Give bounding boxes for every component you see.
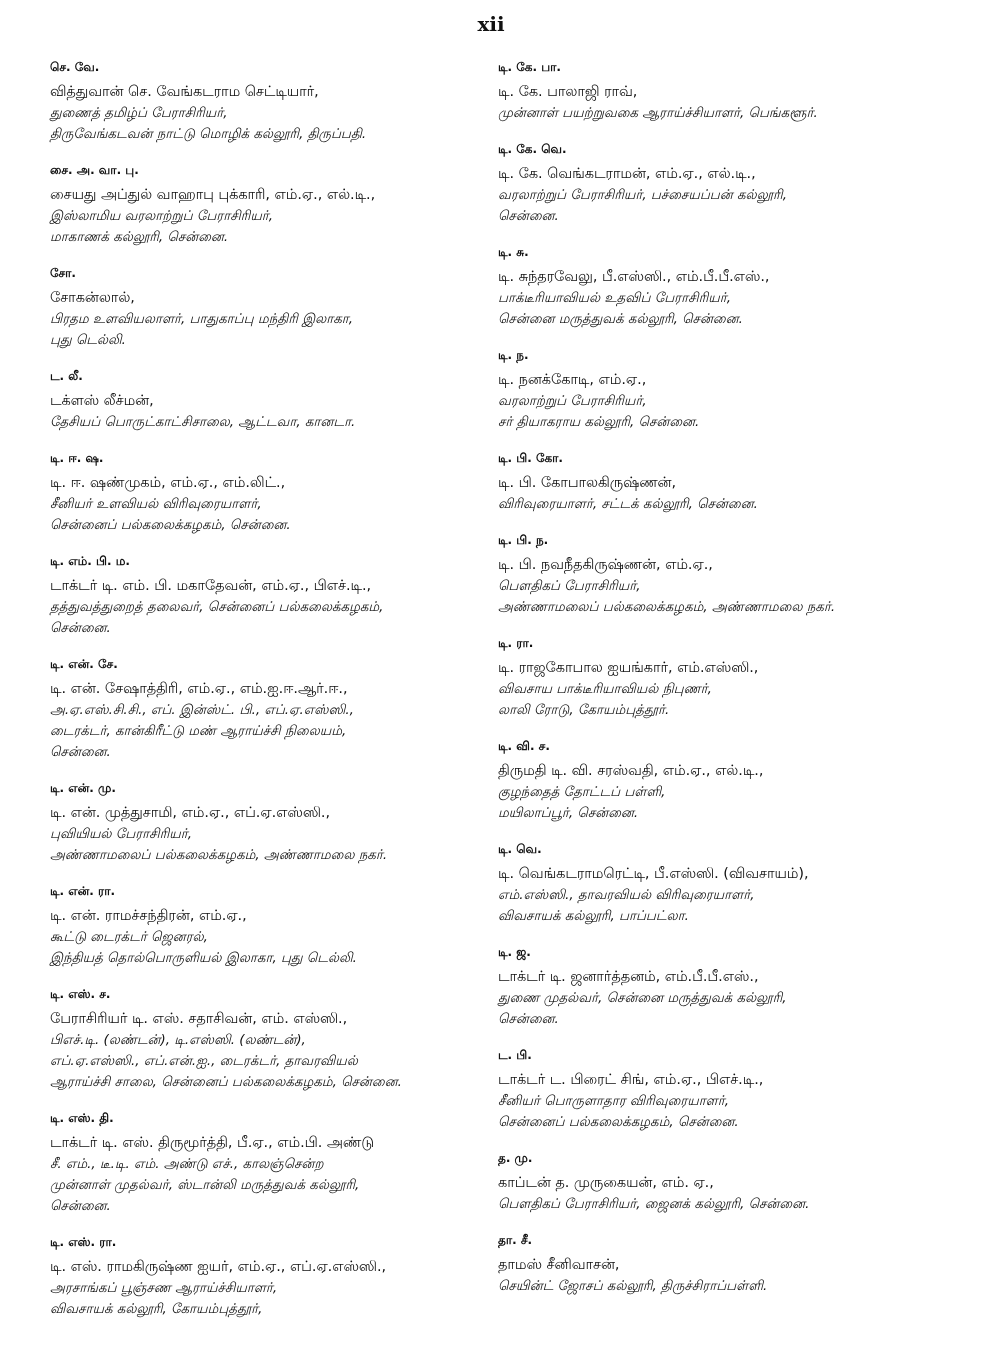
contributor-detail-line: அண்ணாமலைப் பல்கலைக்கழகம், அண்ணாமலை நகர். [498, 600, 836, 615]
contributor-detail-line: விவசாயக் கல்லூரி, கோயம்புத்தூர், [50, 1302, 263, 1317]
contributor-detail-line: சென்னை. [498, 209, 559, 224]
contributor-detail-line: புவியியல் பேராசிரியர், [50, 827, 193, 842]
contributor-detail-line: முன்னாள் முதல்வர், ஸ்டான்லி மருத்துவக் கல்லூரி, [50, 1178, 360, 1193]
contributor-detail-line: சென்னைப் பல்கலைக்கழகம், சென்னை. [498, 1115, 739, 1130]
contributor-detail-line: ஆராய்ச்சி சாலை, சென்னைப் பல்கலைக்கழகம், சென்னை. [50, 1075, 402, 1090]
contributor-detail-line: இந்தியத் தொல்பொருளியல் இலாகா, புது டெல்லி. [50, 951, 357, 966]
contributor-detail-line: மாகாணக் கல்லூரி, சென்னை. [50, 230, 229, 245]
contributor-entry [498, 943, 938, 1030]
contributor-abbreviation: டி. எஸ். ச. [50, 987, 111, 1001]
contributor-detail-line: முன்னாள் பயற்றுவகை ஆராய்ச்சியாளர், பெங்களூர். [498, 106, 818, 121]
contributor-abbreviation: டி. கே. வெ. [498, 142, 567, 156]
contributor-abbreviation: டி. எம். பி. ம. [50, 554, 130, 568]
contributor-detail-line: டைரக்டர், கான்கிரீட்டு மண் ஆராய்ச்சி நிலையம், [50, 724, 347, 739]
contributor-entry [498, 737, 938, 824]
contributor-detail-line: பௌதிகப் பேராசிரியர், ஜைனக் கல்லூரி, சென்னை. [498, 1197, 810, 1212]
contributor-detail-line: எப்.ஏ.எஸ்ஸி., எப்.என்.ஐ., டைரக்டர், தாவரவியல் [50, 1054, 358, 1069]
contributor-name: தாமஸ் சீனிவாசன், [498, 1257, 620, 1273]
contributor-detail-line: குழந்தைத் தோட்டப் பள்ளி, [498, 785, 666, 800]
contributor-name: திருமதி டி. வி. சரஸ்வதி, எம்.ஏ., எல்.டி., [498, 763, 764, 779]
contributor-entry [50, 264, 490, 351]
contributor-detail-line: மயிலாப்பூர், சென்னை. [498, 806, 639, 821]
contributor-name: டி. என். ராமச்சந்திரன், எம்.ஏ., [50, 908, 247, 924]
contributor-entry [498, 1149, 938, 1215]
contributor-entry [498, 449, 938, 515]
contributor-detail-line: கூட்டு டைரக்டர் ஜெனரல், [50, 930, 208, 945]
contributor-detail-line: புது டெல்லி. [50, 333, 126, 348]
contributor-abbreviation: டி. வெ. [498, 842, 542, 856]
contributor-entry [50, 449, 490, 536]
contributor-abbreviation: டி. வி. ச. [498, 739, 550, 753]
contributor-detail-line: லாலி ரோடு, கோயம்புத்தூர். [498, 703, 670, 718]
contributor-detail-line: இஸ்லாமிய வரலாற்றுப் பேராசிரியர், [50, 209, 274, 224]
contributor-abbreviation: சோ. [50, 266, 76, 280]
contributor-entry [498, 140, 938, 227]
contributor-name: டி. எஸ். ராமகிருஷ்ண ஐயர், எம்.ஏ., எப்.ஏ.எஸ்ஸி., [50, 1259, 387, 1275]
contributor-detail-line: பாக்டீரியாவியல் உதவிப் பேராசிரியர், [498, 291, 731, 306]
contributor-name: டி. சுந்தரவேலு, பீ.எஸ்ஸி., எம்.பீ.பீ.எஸ்., [498, 269, 770, 285]
contributor-abbreviation: சை. அ. வா. பு. [50, 163, 139, 177]
contributor-abbreviation: டி. ஜ. [498, 945, 531, 959]
contributor-abbreviation: டி. ஈ. ஷ. [50, 451, 104, 465]
contributor-abbreviation: டி. என். மு. [50, 781, 116, 795]
contributor-entry [498, 346, 938, 433]
contributor-detail-line: பௌதிகப் பேராசிரியர், [498, 579, 641, 594]
contributor-detail-line: துணை முதல்வர், சென்னை மருத்துவக் கல்லூரி, [498, 991, 787, 1006]
contributor-detail-line: விவசாயக் கல்லூரி, பாப்பட்லா. [498, 909, 689, 924]
contributor-abbreviation: டி. பி. கோ. [498, 451, 563, 465]
contributor-name: டி. வெங்கடராமரெட்டி, பீ.எஸ்ஸி. (விவசாயம்), [498, 866, 809, 882]
contributor-abbreviation: செ. வே. [50, 60, 100, 74]
contributor-detail-line: செயின்ட் ஜோசப் கல்லூரி, திருச்சிராப்பள்ளி. [498, 1279, 768, 1294]
contributor-entry [50, 655, 490, 763]
contributor-detail-line: அ.ஏ.எஸ்.சி.சி., எப். இன்ஸ்ட். பி., எப்.ஏ.எஸ்ஸி., [50, 703, 354, 718]
contributor-entry [498, 634, 938, 721]
contributor-detail-line: விவசாய பாக்டீரியாவியல் நிபுணர், [498, 682, 712, 697]
contributor-name: டாக்டர் டி. எம். பி. மகாதேவன், எம்.ஏ., பிஎச்.டி., [50, 578, 372, 594]
contributor-entry [50, 779, 490, 866]
contributor-name: டக்ளஸ் லீச்மன், [50, 393, 154, 409]
contributor-abbreviation: த. மு. [498, 1151, 533, 1165]
contributor-entry [50, 552, 490, 639]
contributor-detail-line: அரசாங்கப் பூஞ்சண ஆராய்ச்சியாளர், [50, 1281, 278, 1296]
contributor-detail-line: துணைத் தமிழ்ப் பேராசிரியர், [50, 106, 228, 121]
contributor-abbreviation: டி. எஸ். ரா. [50, 1235, 117, 1249]
contributor-detail-line: சீனியர் உளவியல் விரிவுரையாளர், [50, 497, 262, 512]
contributor-entry [50, 161, 490, 248]
contributor-entry [498, 1046, 938, 1133]
contributor-abbreviation: டி. என். ரா. [50, 884, 116, 898]
contributor-detail-line: சர் தியாகராய கல்லூரி, சென்னை. [498, 415, 700, 430]
contributor-name: டி. ஈ. ஷண்முகம், எம்.ஏ., எம்.லிட்., [50, 475, 286, 491]
contributor-abbreviation: டி. ரா. [498, 636, 534, 650]
contributor-abbreviation: டி. சு. [498, 245, 529, 259]
contributor-entry [50, 985, 490, 1093]
contributor-abbreviation: டி. என். சே. [50, 657, 118, 671]
contributor-detail-line: சென்னை. [50, 1199, 111, 1214]
contributor-detail-line: தேசியப் பொருட்காட்சிசாலை, ஆட்டவா, கானடா. [50, 415, 356, 430]
contributor-name: டாக்டர் டி. எஸ். திருமூர்த்தி, பீ.ஏ., எம்.பி. அண்டு [50, 1135, 375, 1151]
contributor-detail-line: சென்னை. [498, 1012, 559, 1027]
contributor-name: வித்துவான் செ. வேங்கடராம செட்டியார், [50, 84, 319, 100]
contributor-abbreviation: டி. பி. ந. [498, 533, 549, 547]
right-column [498, 58, 938, 1313]
contributor-name: காப்டன் த. முருகையன், எம். ஏ., [498, 1175, 714, 1191]
contributor-detail-line: சென்னைப் பல்கலைக்கழகம், சென்னை. [50, 518, 291, 533]
contributor-entry [498, 243, 938, 330]
contributor-detail-line: பிஎச்.டி. (லண்டன்), டி.எஸ்ஸி. (லண்டன்), [50, 1033, 306, 1048]
contributor-entry [50, 882, 490, 969]
contributor-name: டாக்டர் டி. ஜனார்த்தனம், எம்.பீ.பீ.எஸ்., [498, 969, 759, 985]
contributor-detail-line: சீனியர் பொருளாதார விரிவுரையாளர், [498, 1094, 730, 1109]
contributor-detail-line: சீ. எம்., டீ.டி. எம். அண்டு எச்., காலஞ்சென்ற [50, 1157, 324, 1172]
contributor-abbreviation: டி. எஸ். தி. [50, 1111, 114, 1125]
contributor-abbreviation: ட. பி. [498, 1048, 532, 1062]
contributor-abbreviation: ட. லீ. [50, 369, 83, 383]
page-number: xii [477, 12, 505, 36]
contributor-entry [50, 1109, 490, 1217]
contributor-entry [50, 367, 490, 433]
left-column [50, 58, 490, 1336]
contributor-detail-line: அண்ணாமலைப் பல்கலைக்கழகம், அண்ணாமலை நகர். [50, 848, 388, 863]
contributor-name: டி. ராஜகோபால ஐயங்கார், எம்.எஸ்ஸி., [498, 660, 759, 676]
contributor-abbreviation: டி. ந. [498, 348, 529, 362]
contributor-detail-line: விரிவுரையாளர், சட்டக் கல்லூரி, சென்னை. [498, 497, 758, 512]
contributor-entry [498, 531, 938, 618]
contributor-abbreviation: டி. கே. பா. [498, 60, 561, 74]
contributor-detail-line: சென்னை. [50, 621, 111, 636]
contributor-entry [498, 1231, 938, 1297]
contributor-name: டி. கே. வெங்கடராமன், எம்.ஏ., எல்.டி., [498, 166, 756, 182]
contributor-entry [498, 840, 938, 927]
contributor-detail-line: தத்துவத்துறைத் தலைவர், சென்னைப் பல்கலைக்கழகம், [50, 600, 384, 615]
contributor-detail-line: பிரதம உளவியலாளர், பாதுகாப்பு மந்திரி இலாகா, [50, 312, 354, 327]
contributor-entry [50, 1233, 490, 1320]
contributor-name: டி. நனக்கோடி, எம்.ஏ., [498, 372, 647, 388]
contributor-entry [498, 58, 938, 124]
contributor-name: டி. பி. நவநீதகிருஷ்ணன், எம்.ஏ., [498, 557, 713, 573]
contributor-detail-line: சென்னை மருத்துவக் கல்லூரி, சென்னை. [498, 312, 743, 327]
contributor-name: டி. கே. பாலாஜி ராவ், [498, 84, 638, 100]
contributor-detail-line: எம்.எஸ்ஸி., தாவரவியல் விரிவுரையாளர், [498, 888, 755, 903]
contributor-abbreviation: தா. சீ. [498, 1233, 533, 1247]
contributor-name: டி. என். சேஷாத்திரி, எம்.ஏ., எம்.ஐ.ஈ.ஆர்.ஈ., [50, 681, 348, 697]
contributor-name: டி. பி. கோபாலகிருஷ்ணன், [498, 475, 677, 491]
contributor-name: சோகன்லால், [50, 290, 135, 306]
contributor-name: சையது அப்துல் வாஹாபு புக்காரி, எம்.ஏ., எல்.டி., [50, 187, 376, 203]
contributor-detail-line: திருவேங்கடவன் நாட்டு மொழிக் கல்லூரி, திருப்பதி. [50, 127, 367, 142]
contributor-name: டாக்டர் ட. பிரைட் சிங், எம்.ஏ., பிஎச்.டி., [498, 1072, 764, 1088]
contributor-detail-line: வரலாற்றுப் பேராசிரியர், [498, 394, 647, 409]
contributor-detail-line: வரலாற்றுப் பேராசிரியர், பச்சையப்பன் கல்லூரி, [498, 188, 787, 203]
contributor-name: பேராசிரியர் டி. எஸ். சதாசிவன், எம். எஸ்ஸி., [50, 1011, 348, 1027]
contributor-detail-line: சென்னை. [50, 745, 111, 760]
contributor-name: டி. என். முத்துசாமி, எம்.ஏ., எப்.ஏ.எஸ்ஸி., [50, 805, 331, 821]
contributor-entry [50, 58, 490, 145]
